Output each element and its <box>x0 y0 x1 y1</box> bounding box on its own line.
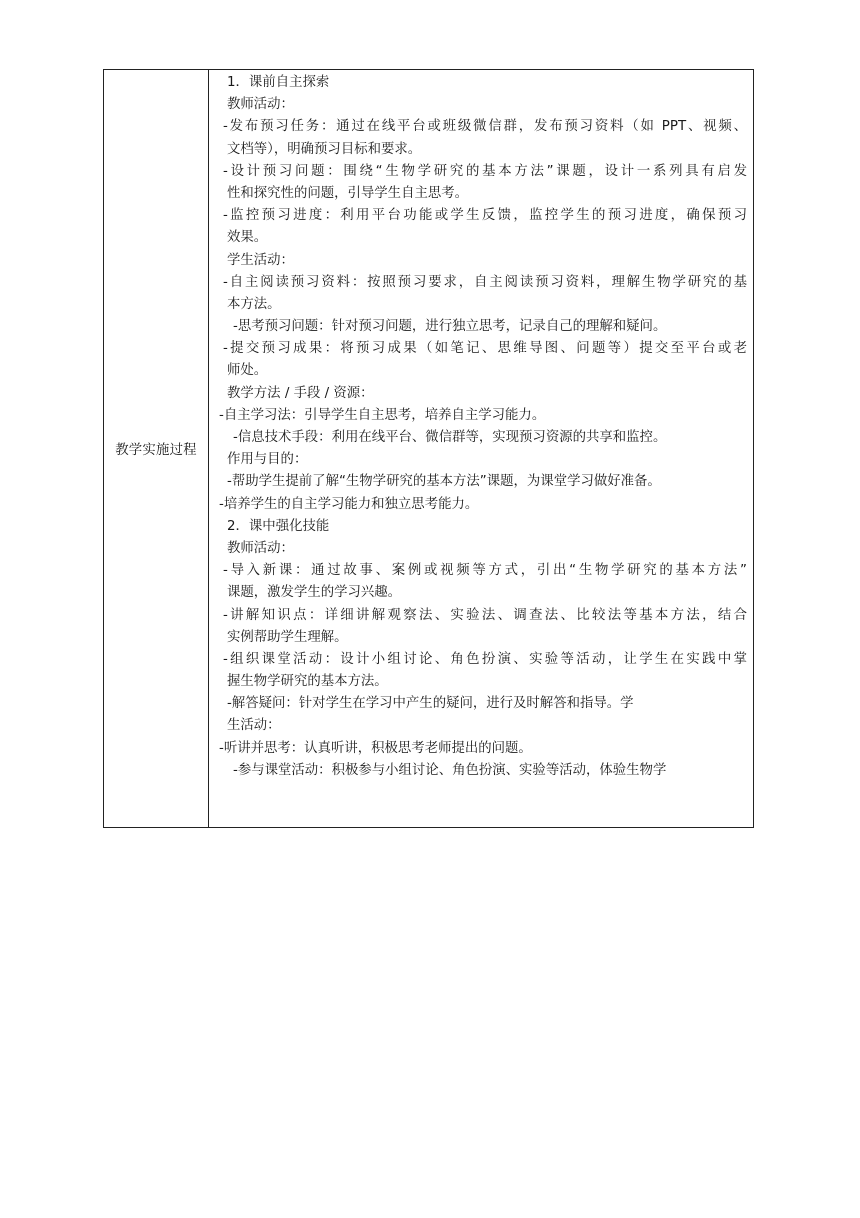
row-label: 教学实施过程 <box>104 70 209 828</box>
table-row <box>104 70 754 828</box>
text-line: -导入新课：通过故事、案例或视频等方式，引出“生物学研究的基本方法” <box>223 563 747 579</box>
section-heading: 2．课中强化技能 <box>227 518 330 534</box>
section-heading: 1．课前自主探索 <box>227 75 330 90</box>
text-line: 性和探究性的问题，引导学生自主思考。 <box>227 185 469 201</box>
text-line: -参与课堂活动：积极参与小组讨论、角色扮演、实验等活动，体验生物学 <box>233 762 667 778</box>
text-line: -思考预习问题：针对预习问题，进行独立思考，记录自己的理解和疑问。 <box>233 319 667 335</box>
text-line: -解答疑问：针对学生在学习中产生的疑问，进行及时解答和指导。学 <box>227 696 634 712</box>
text-line: -设计预习问题：围绕“生物学研究的基本方法”课题，设计一系列具有启发 <box>223 163 747 179</box>
text-line: 本方法。 <box>227 296 281 312</box>
text-line: 课题，激发学生的学习兴趣。 <box>227 585 402 601</box>
text-line: 生活动： <box>227 718 281 734</box>
text-line: -监控预习进度：利用平台功能或学生反馈，监控学生的预习进度，确保预习 <box>223 208 747 224</box>
text-line: -提交预习成果：将预习成果（如笔记、思维导图、问题等）提交至平台或老 <box>223 341 747 357</box>
text-line: -自主阅读预习资料：按照预习要求，自主阅读预习资料，理解生物学研究的基 <box>223 274 747 290</box>
text-line: 效果。 <box>227 230 268 246</box>
subheading: 教学方法 / 手段 / 资源： <box>227 385 374 401</box>
text-line: -组织课堂活动：设计小组讨论、角色扮演、实验等活动，让学生在实践中掌 <box>223 651 747 667</box>
text-line: 师处。 <box>227 363 268 379</box>
text-line: -听讲并思考：认真听讲，积极思考老师提出的问题。 <box>219 740 532 756</box>
subheading: 作用与目的： <box>227 452 308 468</box>
subheading: 教师活动： <box>227 540 294 556</box>
text-line: -培养学生的自主学习能力和独立思考能力。 <box>219 496 479 512</box>
lesson-plan-table <box>103 69 754 828</box>
subheading: 教师活动： <box>227 97 294 113</box>
content-cell <box>209 70 754 828</box>
subheading: 学生活动： <box>227 252 294 268</box>
text-line: 握生物学研究的基本方法。 <box>227 674 388 690</box>
text-line: -信息技术手段：利用在线平台、微信群等，实现预习资源的共享和监控。 <box>233 430 667 445</box>
text-line: 实例帮助学生理解。 <box>227 629 348 645</box>
text-line: -自主学习法：引导学生自主思考，培养自主学习能力。 <box>219 407 546 423</box>
text-line: -讲解知识点：详细讲解观察法、实验法、调查法、比较法等基本方法，结合 <box>223 607 747 623</box>
text-line: -帮助学生提前了解“生物学研究的基本方法”课题，为课堂学习做好准备。 <box>227 474 661 490</box>
text-line: 文档等），明确预习目标和要求。 <box>227 141 422 157</box>
text-line: -发布预习任务：通过在线平台或班级微信群，发布预习资料（如 PPT、视频、 <box>223 119 747 135</box>
